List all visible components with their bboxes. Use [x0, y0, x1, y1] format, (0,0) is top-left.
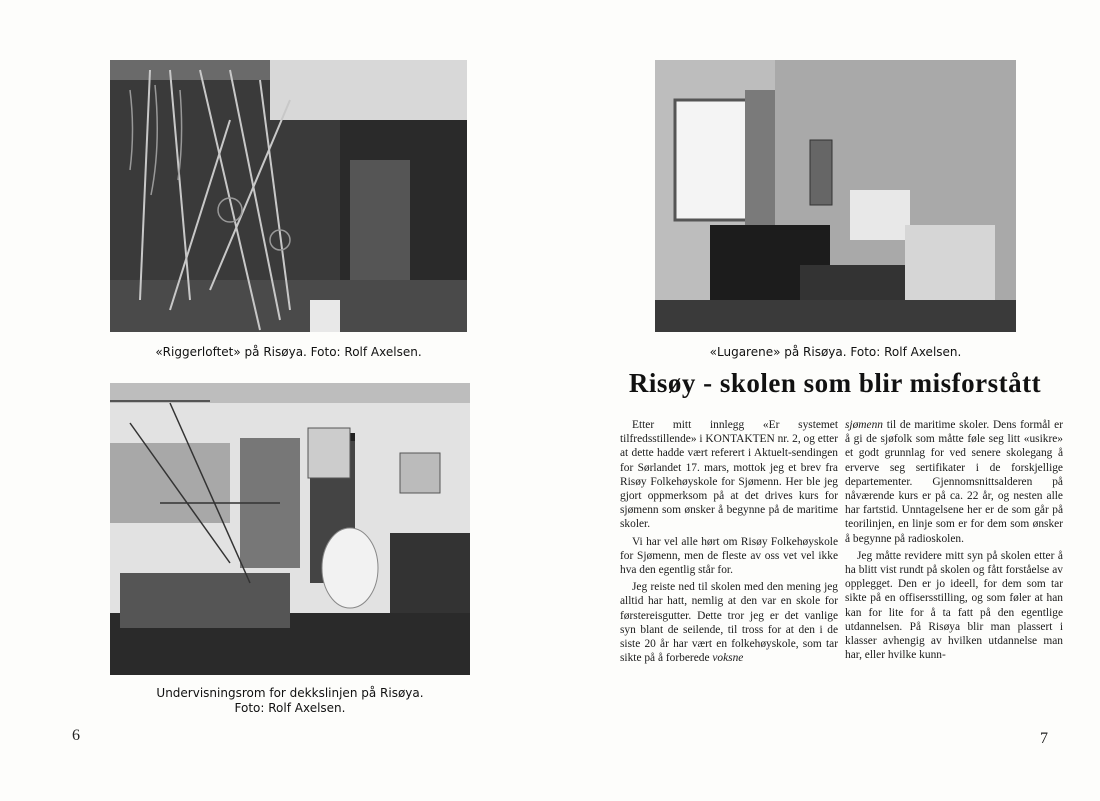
paragraph: Etter mitt innlegg «Er systemet tilfredsstillende» i KONTAKTEN nr. 2, og etter at dette hadde vært referert i Aktuelt-sendingen for Sørlandet 17. mars, mottok jeg et brev fra Risøy Folkehøyskole for Sjømenn. Her ble jeg gjort oppmerksom på at det drives kurs for sjømenn som ønsker å begynne på de maritime skoler. — [620, 419, 838, 531]
paragraph-text: Jeg reiste ned til skolen med den mening jeg alltid har hatt, nemlig at den var en skole for førstereisgutter. Dette tror jeg er det vanlige syn blant de seilende, til tross for at den i de siste 20 år har vært en folkehøyskole, som tar sikte på å forberede — [620, 581, 838, 665]
photo-lugarene-image — [655, 60, 1016, 332]
caption-line-2: Foto: Rolf Axelsen. — [234, 701, 346, 715]
italic-word: voksne — [712, 652, 744, 665]
italic-word: sjømenn — [845, 419, 883, 431]
paragraph-text: til de maritime skoler. Dens formål er å gi de sjøfolk som måtte føle seg litt «usikre» et godt grunnlag for ved senere skolegang å erverve seg sertifikater i de forskjellige departementer. Gjennomsnittsalderen på nåværende kurs er på ca. 22 år, og nesten alle har fartstid. Unntagelsene her er de som går på teorilinjen, en linje som er for dem som ønsker å begynne på radioskolen. — [845, 419, 1063, 545]
article-title: Risøy - skolen som blir misforstått — [628, 368, 1042, 398]
photo-undervisningsrom-caption — [110, 686, 470, 716]
photo-riggerloftet-image — [110, 60, 467, 332]
paragraph: Vi har vel alle hørt om Risøy Folkehøyskole for Sjømenn, men de fleste av oss vet vel ikke hva den egentlig står for. — [620, 535, 838, 577]
paragraph: Jeg måtte revidere mitt syn på skolen etter å ha blitt vist rundt på skolen og fått forståelse av opplegget. Den er jo ideell, for dem som tar sikte på en offisersstilling, og som føler at han kan for lite for å ta fatt på den egentlige utdannelsen. På Risøya blir man plassert i klasser avhengig av hvilken utdannelse man har, eller hvilke kunn- — [845, 549, 1063, 662]
photo-lugarene — [655, 60, 1016, 332]
photo-undervisningsrom-image — [110, 383, 470, 675]
caption-text: «Riggerloftet» på Risøya. Foto: Rolf Axelsen. — [155, 345, 422, 359]
article-column-1 — [620, 418, 838, 668]
page-number-left: 6 — [72, 727, 80, 744]
photo-undervisningsrom — [110, 383, 470, 675]
photo-riggerloftet-caption — [110, 345, 467, 360]
photo-lugarene-caption — [655, 345, 1016, 360]
caption-text: «Lugarene» på Risøya. Foto: Rolf Axelsen. — [709, 345, 962, 359]
paragraph — [620, 580, 838, 665]
caption-line-1: Undervisningsrom for dekkslinjen på Risøya. — [156, 686, 424, 700]
paragraph — [845, 418, 1063, 546]
page-number-right: 7 — [1040, 730, 1048, 747]
article-column-2 — [845, 418, 1063, 665]
photo-riggerloftet — [110, 60, 467, 332]
